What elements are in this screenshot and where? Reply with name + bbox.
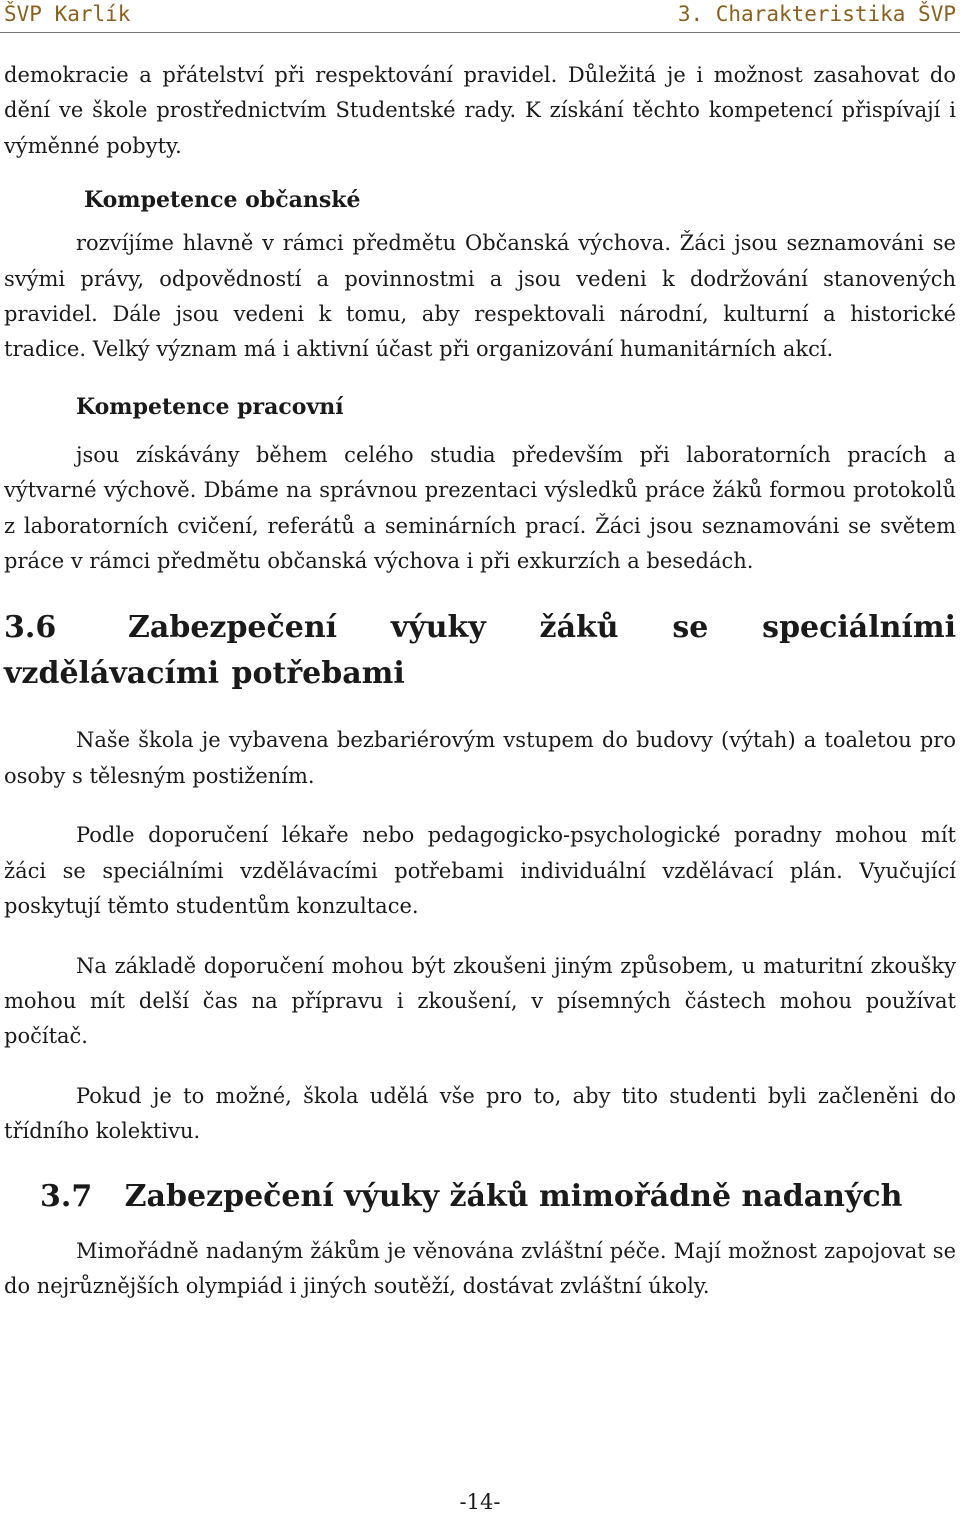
header-document-title: ŠVP Karlík (4, 2, 131, 26)
section-3-7-heading (40, 1174, 956, 1220)
section-3-6-paragraph-1: Naše škola je vybavena bezbariérovým vstupem do budovy (výtah) a toaletou pro osoby s tělesným postižením. (4, 728, 956, 788)
section-3-6-paragraph-3: Na základě doporučení mohou být zkoušeni jiným způsobem, u maturitní zkoušky mohou mít delší čas na přípravu i zkoušení, v písemných částech mohou používat počítač. (4, 953, 956, 1049)
section-3-6-title: Zabezpečení výuky žáků se speciálními vzdělávacími potřebami (4, 610, 956, 692)
work-competence-paragraph: jsou získávány během celého studia především při laboratorních pracích a výtvarné výchově. Dbáme na správnou prezentaci výsledků práce žáků formou protokolů z laboratorních cvičení, referátů a seminárních prací. Žáci jsou seznamováni se světem práce v rámci předmětu občanská výchova i při exkurzích a besedách. (4, 442, 956, 574)
page-number: -14- (459, 1490, 501, 1514)
section-3-7-title: Zabezpečení výuky žáků mimořádně nadaných (124, 1178, 903, 1214)
page-content (4, 58, 956, 1304)
section-3-6-paragraph-4: Pokud je to možné, škola udělá vše pro to, aby tito studenti byli začleněni do třídního kolektivu. (4, 1083, 956, 1144)
page-footer (0, 1490, 960, 1514)
header-chapter-title: 3. Charakteristika ŠVP (677, 2, 956, 26)
section-3-6-paragraph-2: Podle doporučení lékaře nebo pedagogicko-psychologické poradny mohou mít žáci se speciálními vzdělávacími potřebami individuální vzdělávací plán. Vyučující poskytují těmto studentům konzultace. (4, 823, 956, 919)
civic-competence-paragraph: rozvíjíme hlavně v rámci předmětu Občanská výchova. Žáci jsou seznamováni se svými právy, odpovědností a povinnostmi a jsou vedeni k dodržování stanovených pravidel. Dále jsou vedeni k tomu, aby respektovali národní, kulturní a historické tradice. Velký význam má i aktivní účast při organizování humanitárních akcí. (4, 231, 956, 362)
section-3-6-heading (4, 605, 956, 697)
work-competence-heading: Kompetence pracovní (76, 393, 344, 420)
section-3-6-number: 3.6 (4, 610, 57, 646)
civic-competence-heading: Kompetence občanské (84, 187, 361, 214)
intro-paragraph: demokracie a přátelství při respektování pravidel. Důležitá je i možnost zasahovat do dění ve škole prostřednictvím Studentské rady. K získání těchto kompetencí přispívají i výměnné pobyty. (4, 63, 956, 158)
section-3-7-paragraph-1: Mimořádně nadaným žákům je věnována zvláštní péče. Mají možnost zapojovat se do nejrůznějších olympiád i jiných soutěží, dostávat zvláštní úkoly. (4, 1238, 956, 1298)
section-3-7-number: 3.7 (40, 1178, 93, 1214)
page-header (0, 0, 960, 33)
